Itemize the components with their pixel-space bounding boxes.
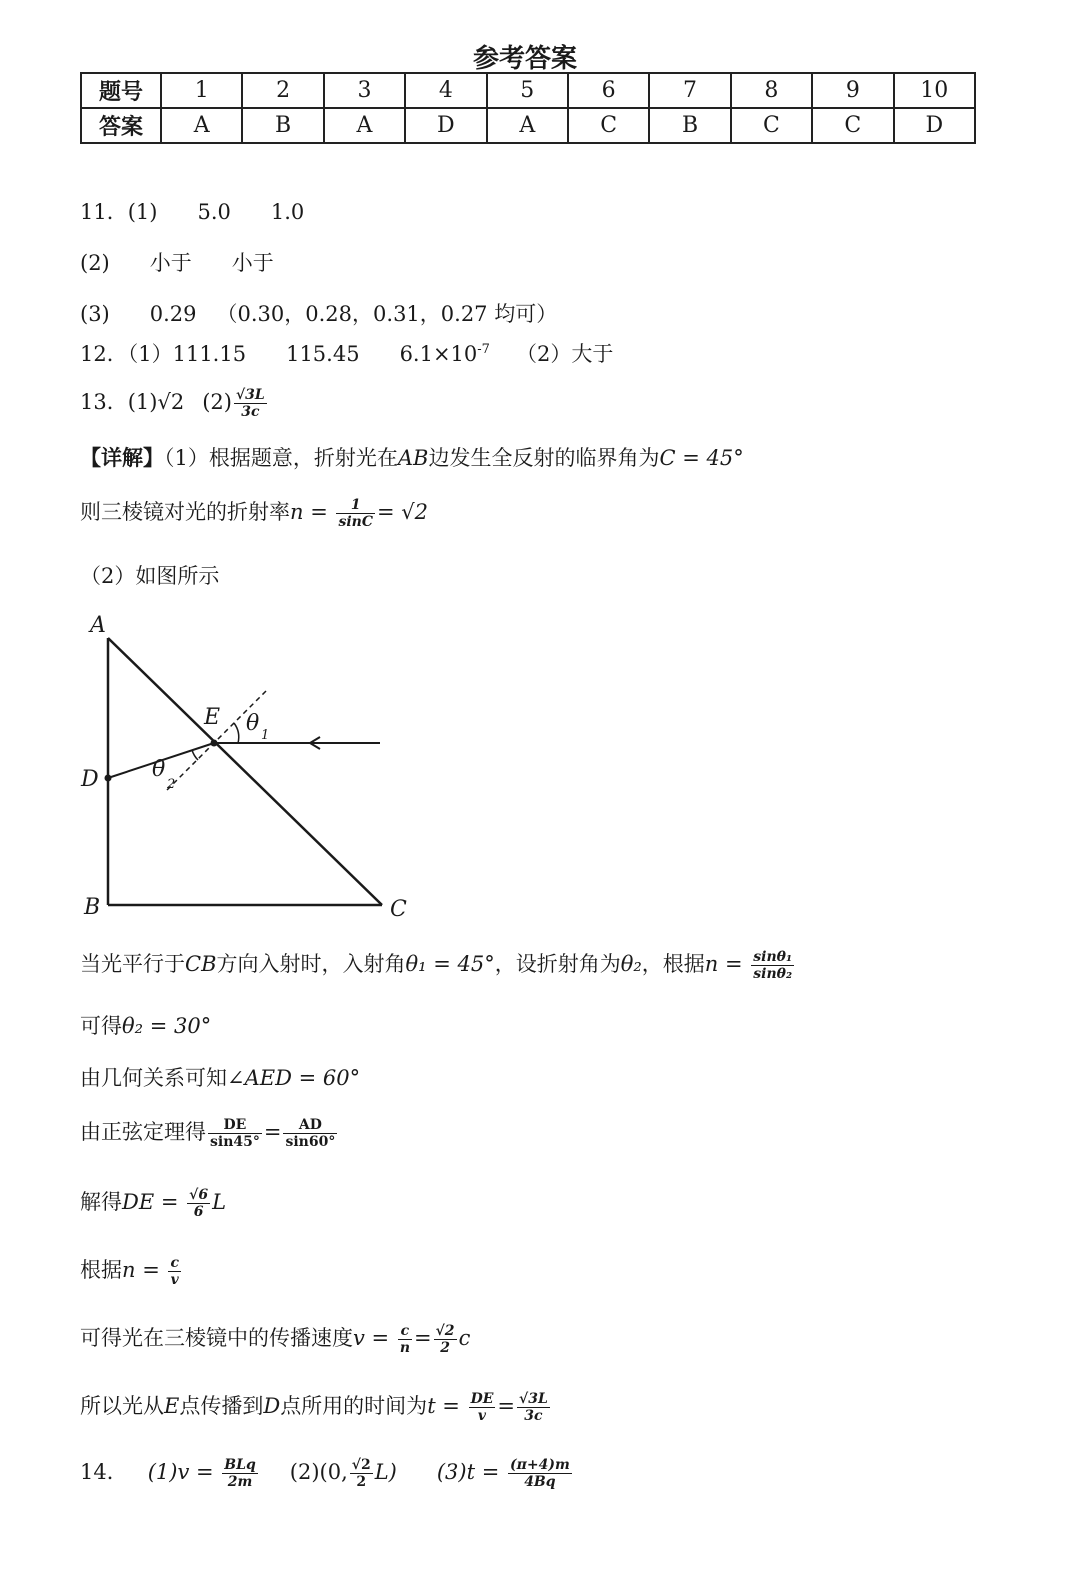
question-number: 6 (568, 73, 649, 108)
s8-fraction-1: $\frac{DE}{v}$ (470, 1390, 494, 1424)
answer-cell: A (161, 108, 242, 143)
s1-math2: θ₂ (620, 952, 642, 976)
label-c: C (390, 897, 407, 922)
s1-fraction: $\frac{\text{sinθ₁}}{\text{sinθ₂}}$ (753, 948, 793, 982)
q14-part1-fraction: $\frac{\text{BLq}}{2m}$ (224, 1456, 256, 1490)
q12-label: 12．（1） (80, 342, 173, 366)
n-line-text: 则三棱镜对光的折射率 (80, 500, 290, 524)
question-number: 2 (242, 73, 323, 108)
answer-cell: A (324, 108, 405, 143)
q11-p3-answer: 0.29 (149, 302, 197, 326)
q11-part2 (80, 247, 274, 277)
question-number: 8 (731, 73, 812, 108)
s8-math: t = (427, 1394, 467, 1418)
label-theta2: θ (152, 757, 166, 782)
q13-part2-fraction: $\frac{√3L}{3c}$ (235, 386, 265, 420)
prism-figure (70, 600, 410, 930)
q13-step-5 (80, 1186, 226, 1220)
q13-refractive-index (80, 496, 428, 530)
detail-ab: AB (397, 446, 429, 470)
n-fraction: $\frac{1}{\sin C}$ (338, 496, 374, 530)
label-theta1-sub: 1 (261, 728, 270, 743)
question-number: 9 (812, 73, 893, 108)
s1-math3: n = (704, 952, 750, 976)
s2-text: 可得 (80, 1014, 122, 1038)
edge-ac (108, 638, 382, 905)
q11-label: 11．(1) (80, 200, 158, 224)
answer-cell: A (487, 108, 568, 143)
q13-step-4 (80, 1116, 339, 1150)
q14-line (80, 1456, 574, 1490)
s5-text: 解得 (80, 1190, 122, 1214)
s8-text: 所以光从 (80, 1394, 164, 1418)
answer-cell: C (568, 108, 649, 143)
s1-end: ，根据 (641, 952, 705, 976)
theta1-arc (234, 723, 239, 743)
answer-cell: D (405, 108, 486, 143)
s7-eq: = (414, 1326, 432, 1350)
q11-p3-label: (3) (80, 302, 110, 326)
point-d (105, 775, 112, 782)
q13-step-1 (80, 948, 796, 982)
s3-text: 由几何关系可知 (80, 1066, 227, 1090)
q14-part3: (3)t = (436, 1460, 506, 1484)
q12-answer-1: 111.15 (172, 342, 247, 366)
answer-table-number-row (81, 73, 975, 108)
s8-mid: 点传播到 (179, 1394, 264, 1418)
q11-p2-answer-2: 小于 (231, 251, 274, 275)
question-number: 4 (405, 73, 486, 108)
q14-part2: (2)(0, (289, 1460, 348, 1484)
q12-exponent: -7 (477, 342, 490, 357)
s6-math: n = (122, 1258, 167, 1282)
q11-p3-note: （0.30，0.28，0.31，0.27 均可） (216, 302, 558, 326)
detail-text: （1）根据题意，折射光在 (164, 446, 398, 470)
answer-cell: B (649, 108, 730, 143)
row-label-answer: 答案 (81, 108, 161, 143)
q13-step-2 (80, 1010, 211, 1040)
detail-text-end: 边发生全反射的临界角为 (428, 446, 660, 470)
q11-p2-label: (2) (80, 251, 110, 275)
label-d: D (81, 767, 99, 792)
s4-text: 由正弦定理得 (80, 1120, 206, 1144)
s7-text: 可得光在三棱镜中的传播速度 (80, 1326, 353, 1350)
q14-part2-fraction: $\frac{√2}{2}$ (351, 1456, 371, 1490)
q14-label: 14． (80, 1460, 128, 1484)
label-e: E (204, 705, 221, 730)
question-number: 3 (324, 73, 405, 108)
s7-fraction-1: $\frac{c}{n}$ (399, 1322, 410, 1356)
q13-step-7 (80, 1322, 470, 1356)
q12-answer-3: 6.1×10 (399, 342, 478, 366)
q13-label: 13． (80, 390, 128, 414)
question-number: 10 (894, 73, 975, 108)
q13-answer-line (80, 386, 269, 420)
question-number: 7 (649, 73, 730, 108)
s4-fraction-1: $\frac{DE}{\sin 45^\circ}$ (210, 1116, 260, 1150)
q12-answer-2: 115.45 (286, 342, 360, 366)
s7-fraction-2: $\frac{√2}{2}$ (435, 1322, 455, 1356)
s1-mid2: ，设折射角为 (494, 952, 621, 976)
q11-part3 (80, 298, 557, 328)
s6-text: 根据 (80, 1258, 122, 1282)
s8-eq: = (497, 1394, 515, 1418)
n-line-math: n = (290, 500, 335, 524)
s5-end: L (212, 1190, 227, 1214)
point-e (211, 740, 218, 747)
answer-cell: C (812, 108, 893, 143)
s8-d: D (263, 1394, 281, 1418)
q13-step-8 (80, 1390, 552, 1424)
q13-step-6 (80, 1254, 183, 1288)
q13-detail-1 (80, 442, 744, 472)
label-theta2-sub: 2 (167, 777, 176, 792)
q11-answer-1: 5.0 (197, 200, 231, 224)
s8-fraction-2: $\frac{√3L}{3c}$ (519, 1390, 548, 1424)
label-a: A (90, 613, 106, 638)
theta2-arc (192, 750, 198, 760)
q11-answer-2: 1.0 (270, 200, 305, 224)
row-label-number: 题号 (81, 73, 161, 108)
s4-eq: = (263, 1120, 282, 1144)
s4-fraction-2: $\frac{AD}{\sin 60^\circ}$ (285, 1116, 336, 1150)
s5-math: DE = (122, 1190, 186, 1214)
s8-mid2: 点所用的时间为 (280, 1394, 428, 1418)
q13-part2-label: (2) (202, 390, 232, 414)
s2-math: θ₂ = 30° (122, 1014, 212, 1038)
q13-part1: (1)√2 (127, 390, 185, 414)
s1-mid: 方向入射时，入射角 (216, 952, 406, 976)
s8-e: E (164, 1394, 180, 1418)
detail-tag: 【详解】 (80, 445, 164, 470)
answer-table-answer-row (81, 108, 975, 143)
q13-figure-intro: （2）如图所示 (80, 564, 220, 588)
q13-step-3 (80, 1062, 360, 1092)
page-title: 参考答案 (472, 44, 577, 74)
question-number: 1 (161, 73, 242, 108)
q14-part3-fraction: $\frac{(\pi+4)m}{4Bq}$ (509, 1456, 570, 1490)
q14-part2-end: L) (374, 1460, 397, 1484)
label-theta1: θ (246, 711, 260, 736)
s7-math: v = (353, 1326, 396, 1350)
answer-cell: B (242, 108, 323, 143)
s5-fraction: $\frac{√6}{6}$ (189, 1186, 209, 1220)
label-b: B (84, 895, 101, 920)
answer-cell: C (731, 108, 812, 143)
s1-math: θ₁ = 45° (405, 952, 495, 976)
s6-fraction: $\frac{c}{v}$ (170, 1254, 180, 1288)
n-line-end: = √2 (377, 500, 429, 524)
q12-part2: （2）大于 (515, 342, 614, 366)
s1-cb: CB (185, 952, 217, 976)
question-number: 5 (487, 73, 568, 108)
q12-line (80, 338, 613, 368)
s1-text: 当光平行于 (80, 952, 185, 976)
answer-cell: D (894, 108, 975, 143)
q11-p2-answer-1: 小于 (149, 251, 192, 275)
s3-math: ∠AED = 60° (227, 1066, 361, 1090)
answer-table (80, 72, 976, 144)
detail-math: C = 45° (659, 446, 744, 470)
s7-end: c (458, 1326, 471, 1350)
q11-part1 (80, 196, 304, 226)
q14-part1: (1)v = (147, 1460, 221, 1484)
